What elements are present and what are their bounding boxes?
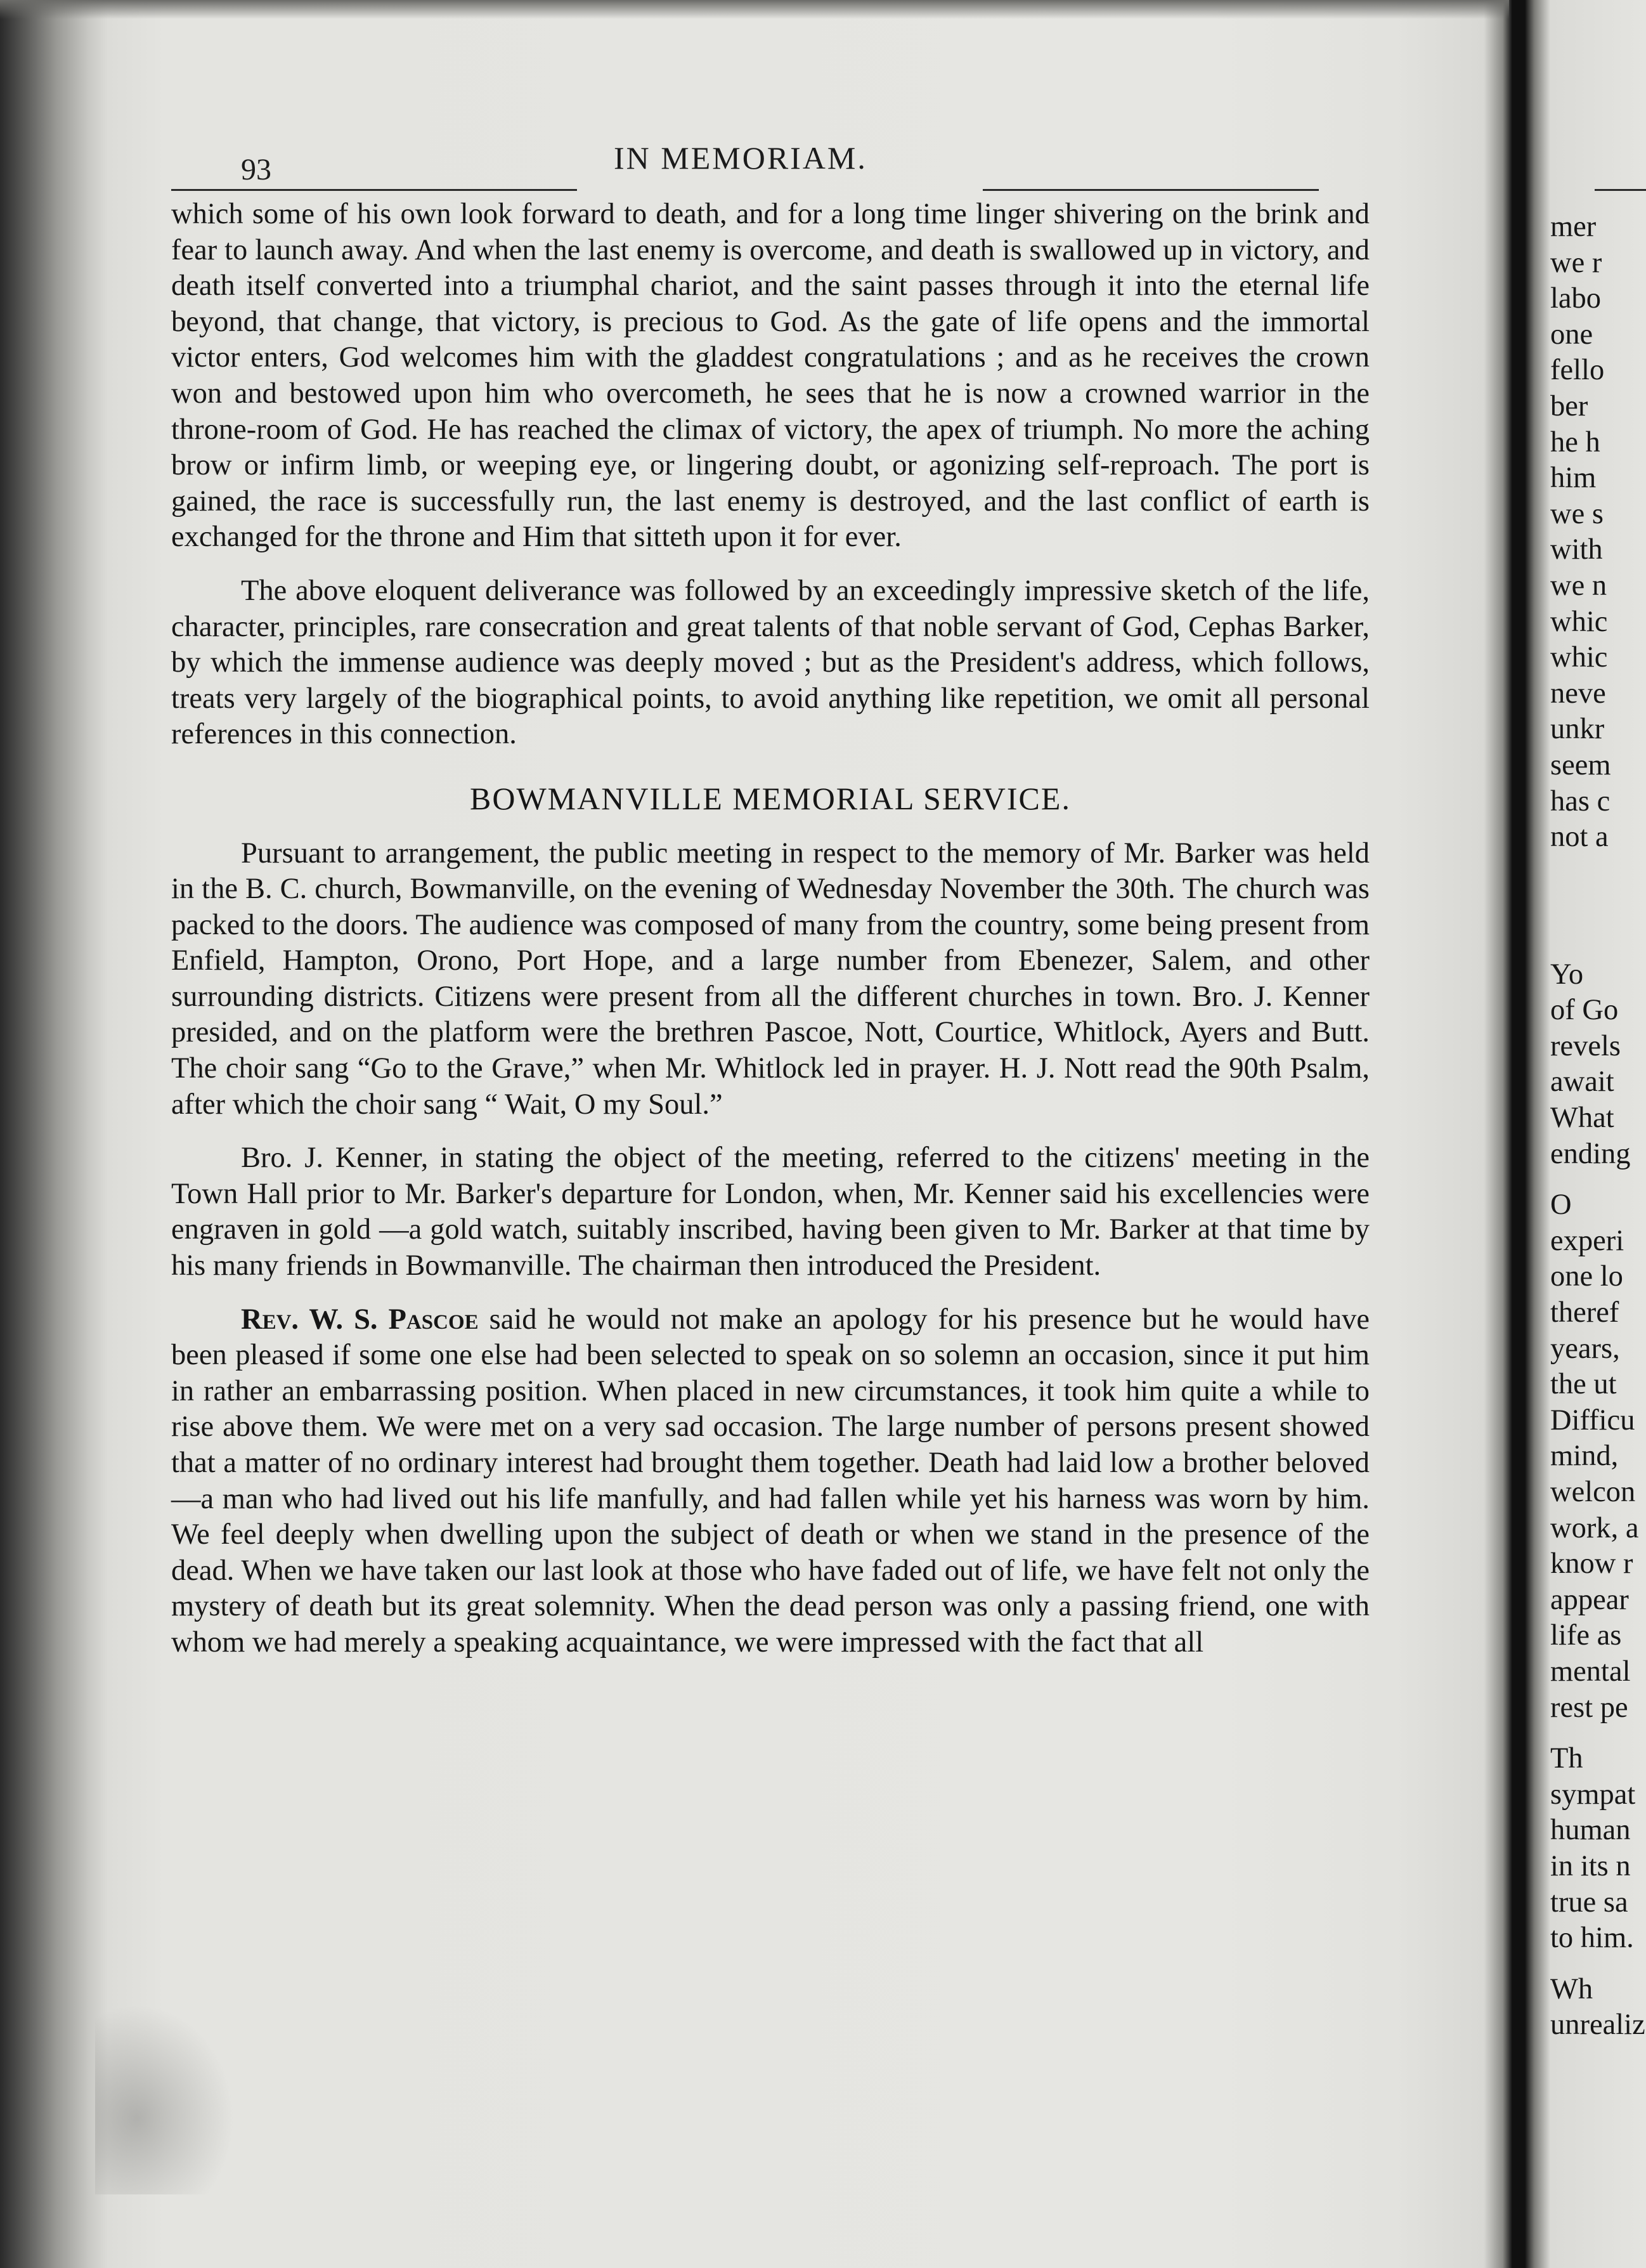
- fragment-line: has c: [1550, 785, 1610, 818]
- fragment-line: labo: [1550, 282, 1602, 315]
- fragment-line: with: [1550, 533, 1603, 566]
- fragment-line: he h: [1550, 426, 1600, 459]
- fragment-line: mind,: [1550, 1440, 1619, 1473]
- fragment-line: the ut: [1550, 1368, 1617, 1401]
- fragment-line: ber: [1550, 389, 1588, 422]
- fragment-gap: [1550, 1726, 1646, 1741]
- fragment-line: await: [1550, 1066, 1614, 1098]
- header-rule-right: [983, 189, 1319, 191]
- fragment-line: years,: [1550, 1332, 1620, 1365]
- fragment-line: in its n: [1550, 1849, 1631, 1882]
- fragment-line: whic: [1550, 641, 1608, 674]
- paragraph-pascoe: [171, 1302, 1370, 1661]
- speaker-name: Rev. W. S. Pascoe: [241, 1303, 479, 1336]
- fragment-line: life as: [1550, 1619, 1622, 1652]
- paragraph-continuation: which some of his own look forward to death, and for a long time linger shivering on the brink and fear to launch away. And when the last enemy is overcome, and death is swallowed up in victory, and death itself converted into a triumphal chariot, and the saint passes through it into the eternal life beyond, that change, that victory, is precious to God. As the gate of life opens and the immortal victor enters, God welcomes him with the gladdest congratulations ; and as he receives the crown won and bestowed upon him who overcometh, he sees that he is now a crowned warrior in the throne-room of God. He has reached the climax of victory, the apex of triumph. No more the aching brow or infirm limb, or weeping eye, or lingering doubt, or agonizing self-reproach. The port is gained, the race is successfully run, the last enemy is destroyed, and the last conflict of earth is exchanged for the throne and Him that sitteth upon it for ever.: [171, 198, 1370, 554]
- fragment-line: whic: [1550, 605, 1608, 638]
- fragment-line: not a: [1550, 821, 1609, 854]
- right-page-header-rule: [1595, 189, 1646, 191]
- fragment-gap: [1550, 1172, 1646, 1187]
- fragment-line: unrealiz: [1550, 2009, 1645, 2042]
- fragment-line: Difficu: [1550, 1404, 1635, 1437]
- fragment-line: ending: [1550, 1137, 1631, 1170]
- paragraph-pursuant: Pursuant to arrangement, the public meeting in respect to the memory of Mr. Barker was held in the B. C. church, Bowmanville, on the evening of Wednesday November the 30th. The church was packed to the doors. The audience was composed of many from the country, some being present from Enfield, Hampton, Orono, Port Hope, and a large number from Ebenezer, Salem, and other surrounding districts. Citizens were present from all the different churches in town. Bro. J. Kenner presided, and on the platform were the brethren Pascoe, Nott, Courtice, Whitlock, Ayers and Butt. The choir sang “Go to the Grave,” when Mr. Whitlock led in prayer. H. J. Nott read the 90th Psalm, after which the choir sang “ Wait, O my Soul.”: [171, 837, 1370, 1121]
- right-page-fragments: [1550, 209, 1646, 2043]
- fragment-line: we r: [1550, 246, 1602, 279]
- fragment-line: we s: [1550, 497, 1604, 530]
- pascoe-speech: said he would not make an apology for his presence but he would have been pleased if some one else had been selected to speak on so solemn an occasion, since it put him in rather an embarrassing position. When placed in new circumstances, it took him quite a while to rise above them. We were met on a very sad occasion. The large number of persons present showed that a matter of no ordinary interest had brought them together. Death had laid low a brother beloved—a man who had lived out his life manfully, and had fallen while yet his harness was worn by him. We feel deeply when dwelling upon the subject of death or when we stand in the presence of the dead. When we have taken our last look at those who have faded out of life, we have felt not only the mystery of death but its great solemnity. When the dead person was only a passing friend, one with whom we had merely a speaking acquaintance, we were impressed with the fact that all: [171, 1303, 1370, 1659]
- fragment-line: one lo: [1550, 1260, 1623, 1293]
- fragment-line: to him.: [1550, 1922, 1634, 1955]
- fragment-line: revels: [1550, 1029, 1621, 1062]
- fragment-line: Wh: [1550, 1972, 1593, 2005]
- fragment-line: neve: [1550, 677, 1606, 710]
- fragment-line: mental: [1550, 1655, 1631, 1688]
- fragment-gap: [1550, 1957, 1646, 1972]
- right-page-edge: [1550, 127, 1646, 2268]
- paragraph-kenner: Bro. J. Kenner, in stating the object of the meeting, referred to the citizens' meeting in the Town Hall prior to Mr. Barker's departure for London, when, Mr. Kenner said his excellencies were engraven in gold —a gold watch, suitably inscribed, having been given to Mr. Barker at that time by his many friends in Bowmanville. The chairman then introduced the President.: [171, 1142, 1370, 1282]
- fragment-line: O: [1550, 1189, 1572, 1222]
- fragment-line: we n: [1550, 569, 1607, 602]
- fragment-line: appear: [1550, 1583, 1629, 1616]
- body-text: [171, 197, 1370, 1661]
- running-head-title: IN MEMORIAM.: [614, 140, 867, 176]
- fragment-line: Th: [1550, 1742, 1583, 1775]
- fragment-line: one: [1550, 318, 1593, 351]
- left-page: [171, 127, 1376, 1661]
- top-edge-shadow: [0, 0, 1509, 19]
- fragment-line: fello: [1550, 354, 1605, 387]
- fragment-line: rest pe: [1550, 1691, 1628, 1724]
- fragment-line: true sa: [1550, 1886, 1628, 1919]
- fragment-line: human: [1550, 1814, 1631, 1847]
- fragment-line: What: [1550, 1102, 1614, 1135]
- fragment-gap: [1550, 856, 1646, 957]
- page-fold-shadow: [95, 2004, 235, 2194]
- page-number: 93: [241, 153, 271, 186]
- fragment-line: know r: [1550, 1548, 1633, 1580]
- running-head: [171, 127, 1376, 197]
- fragment-line: welcon: [1550, 1476, 1636, 1508]
- fragment-line: seem: [1550, 748, 1611, 781]
- fragment-line: sympat: [1550, 1778, 1636, 1811]
- fragment-line: of Go: [1550, 994, 1619, 1027]
- fragment-line: unkr: [1550, 713, 1605, 746]
- fragment-line: theref: [1550, 1296, 1619, 1329]
- section-heading: BOWMANVILLE MEMORIAL SERVICE.: [470, 780, 1071, 816]
- fragment-line: him: [1550, 462, 1597, 495]
- fragment-line: Yo: [1550, 958, 1584, 991]
- fragment-line: work, a: [1550, 1511, 1639, 1544]
- fragment-line: experi: [1550, 1224, 1624, 1257]
- paragraph-eloquent-deliverance: The above eloquent deliverance was followed by an exceedingly impressive sketch of the life, character, principles, rare consecration and great talents of that noble servant of God, Cephas Barker, by which the immense audience was deeply moved ; but as the President's address, which follows, treats very largely of the biographical points, to avoid anything like repetition, we omit all personal references in this connection.: [171, 574, 1370, 751]
- header-rule-left: [171, 189, 577, 191]
- fragment-line: mer: [1550, 211, 1597, 243]
